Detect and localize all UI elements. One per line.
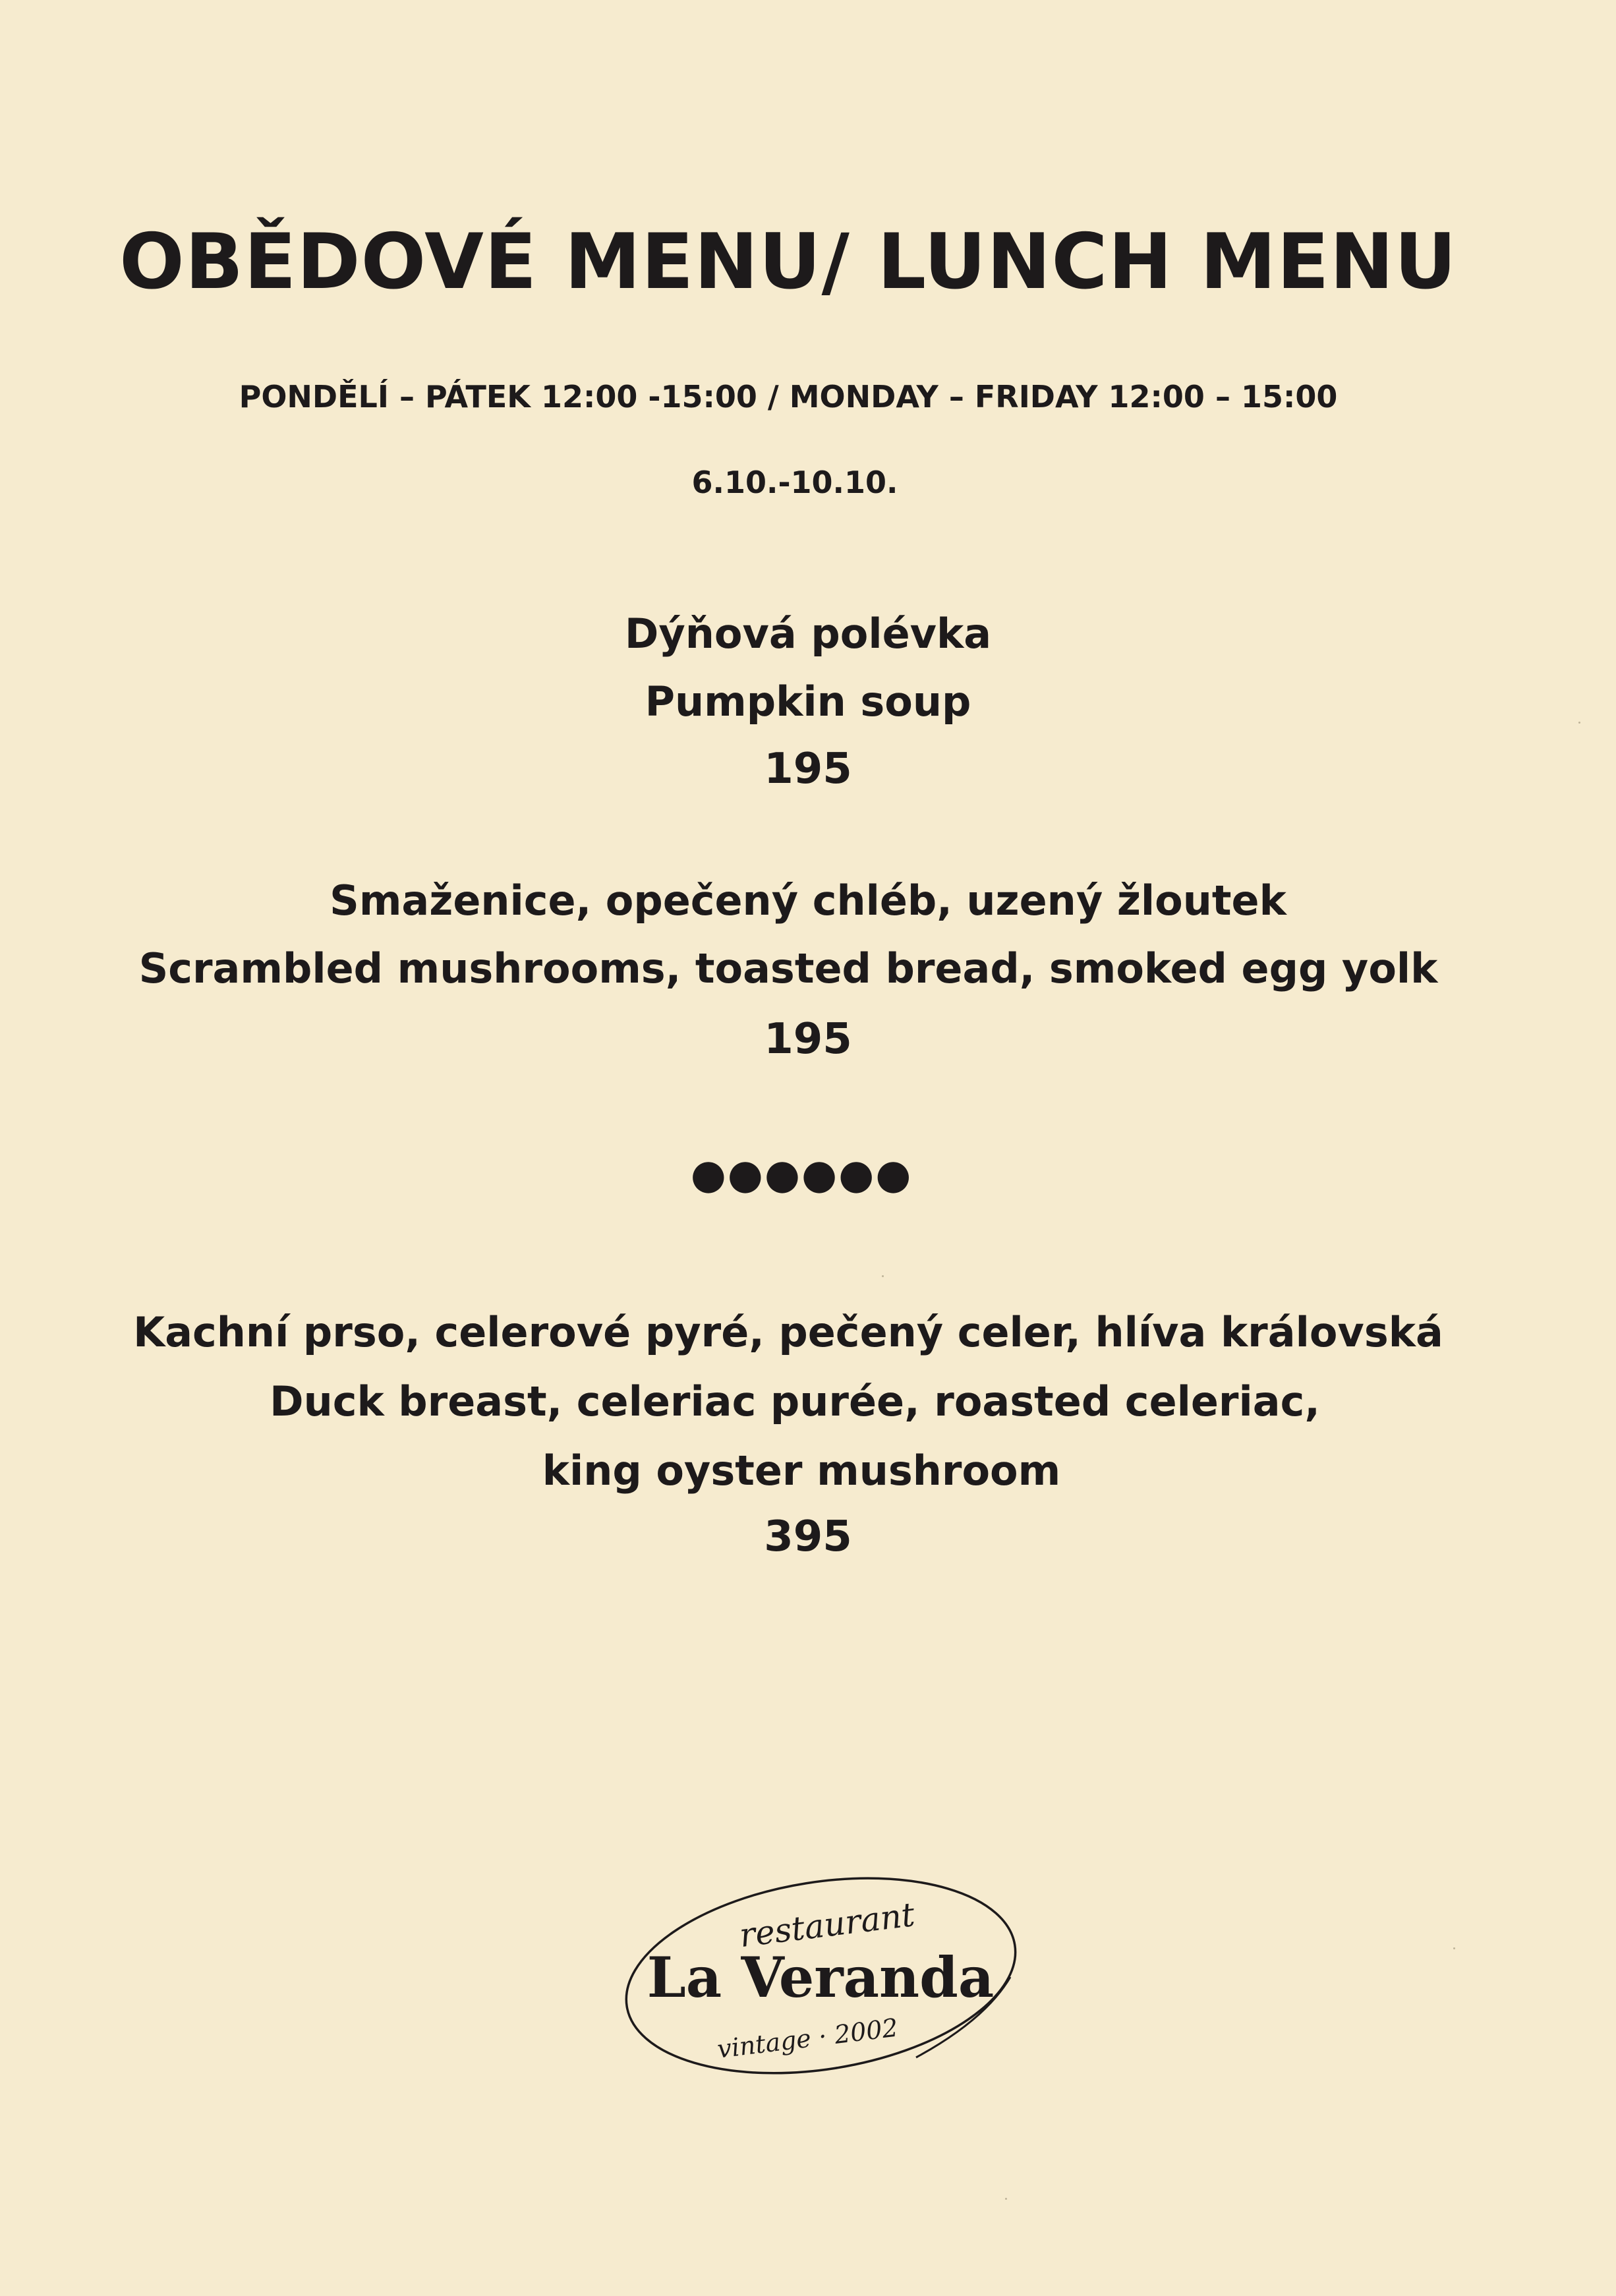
dish-1-name-en: Pumpkin soup <box>645 677 971 726</box>
paper-speck <box>1453 1947 1455 1949</box>
dish-3-name-cz: Kachní prso, celerové pyré, pečený celer, hlíva královská <box>133 1308 1443 1356</box>
logo-name: La Veranda <box>647 1945 995 2010</box>
opening-hours: PONDĚLÍ – PÁTEK 12:00 -15:00 / MONDAY – FRIDAY 12:00 – 15:00 <box>239 379 1338 415</box>
paper-speck <box>1005 2198 1007 2200</box>
paper-speck <box>882 1275 884 1277</box>
dish-1-price: 195 <box>764 745 852 793</box>
dish-2-price: 195 <box>764 1015 852 1064</box>
dish-3-name-en-line1: Duck breast, celeriac purée, roasted celeriac, <box>270 1377 1320 1425</box>
dish-3-name-en-line2: king oyster mushroom <box>542 1447 1061 1495</box>
dish-2-name-cz: Smaženice, opečený chléb, uzený žloutek <box>330 876 1286 925</box>
menu-dates: 6.10.-10.10. <box>691 465 898 500</box>
dish-1-name-cz: Dýňová polévka <box>624 610 992 658</box>
dish-3-price: 395 <box>764 1512 852 1561</box>
logo-bottom-word: vintage · 2002 <box>715 2013 900 2064</box>
paper-speck <box>1578 722 1580 724</box>
logo-top-word: restaurant <box>737 1895 917 1955</box>
dish-2-name-en: Scrambled mushrooms, toasted bread, smoked egg yolk <box>138 944 1438 992</box>
la-veranda-logo <box>616 1865 1025 2082</box>
menu-title: OBĚDOVÉ MENU/ LUNCH MENU <box>119 217 1457 306</box>
separator-dots: ●●●●●● <box>690 1150 913 1198</box>
